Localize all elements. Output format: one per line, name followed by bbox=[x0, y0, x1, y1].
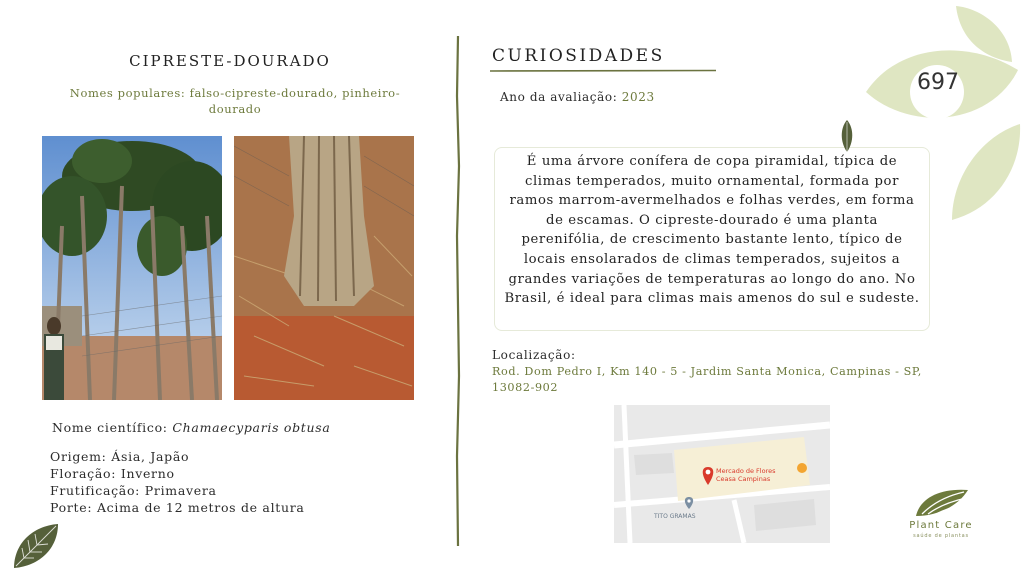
fact-size bbox=[50, 499, 305, 516]
vertical-divider bbox=[452, 36, 464, 546]
fact-value: Inverno bbox=[120, 466, 175, 481]
curiosities-title: CURIOSIDADES bbox=[492, 46, 665, 66]
leaf-decoration-icon bbox=[10, 522, 62, 570]
trunk-photo bbox=[234, 136, 414, 400]
popular-names-label: Nomes populares: bbox=[69, 86, 186, 100]
fact-value: Acima de 12 metros de altura bbox=[96, 500, 305, 515]
plant-name-title: CIPRESTE-DOURADO bbox=[129, 52, 331, 70]
fact-label: Floração: bbox=[50, 466, 117, 481]
evaluation-year-value: 2023 bbox=[621, 90, 655, 104]
small-leaf-icon bbox=[838, 120, 856, 154]
fact-label: Frutificação: bbox=[50, 483, 141, 498]
evaluation-year bbox=[500, 90, 655, 104]
curiosities-description: É uma árvore conífera de copa piramidal, típica de climas temperados, muito ornamental, formada por ramos marrom-avermelhados e folhas verdes, em forma de escamas. O cipreste-dourado é uma planta perenifólia, de crescimento bastante lento, típico de locais ensolarados de climas temperados, sujeitos a grandes variações de temperaturas ao longo do ano. No Brasil, é ideal para climas mais amenos do sul e sudeste. bbox=[494, 147, 930, 331]
map-place-name[interactable]: Mercado de Flores bbox=[716, 467, 776, 475]
evaluation-year-label: Ano da avaliação: bbox=[500, 90, 618, 104]
location-map[interactable] bbox=[614, 405, 830, 543]
fact-flowering bbox=[50, 465, 305, 482]
title-underline bbox=[490, 68, 716, 74]
location-address: Rod. Dom Pedro I, Km 140 - 5 - Jardim Santa Monica, Campinas - SP, 13082-902 bbox=[492, 365, 922, 394]
scientific-name-value: Chamaecyparis obtusa bbox=[172, 420, 331, 435]
fact-fruiting bbox=[50, 482, 305, 499]
plant-facts bbox=[50, 448, 305, 516]
brand-name: Plant Care bbox=[909, 520, 973, 531]
location-label: Localização: bbox=[492, 348, 576, 362]
map-poi-label[interactable]: TITO GRAMAS bbox=[654, 513, 696, 520]
scientific-name-label: Nome científico: bbox=[52, 420, 168, 435]
fact-origin bbox=[50, 448, 305, 465]
fact-label: Origem: bbox=[50, 449, 107, 464]
fact-value: Primavera bbox=[144, 483, 217, 498]
fact-value: Ásia, Japão bbox=[111, 449, 190, 464]
fact-label: Porte: bbox=[50, 500, 93, 515]
plant-care-logo-icon bbox=[914, 486, 970, 518]
tree-photo bbox=[42, 136, 222, 400]
plant-number-badge: 697 bbox=[917, 70, 959, 95]
brand-tagline: saúde de plantas bbox=[913, 533, 969, 539]
scientific-name bbox=[52, 420, 331, 435]
popular-names-value: falso-cipreste-dourado, pinheiro-dourado bbox=[189, 86, 401, 116]
popular-names bbox=[50, 85, 420, 117]
map-place-name-2[interactable]: Ceasa Campinas bbox=[716, 475, 771, 483]
leaf-cluster-icon bbox=[860, 0, 1024, 230]
